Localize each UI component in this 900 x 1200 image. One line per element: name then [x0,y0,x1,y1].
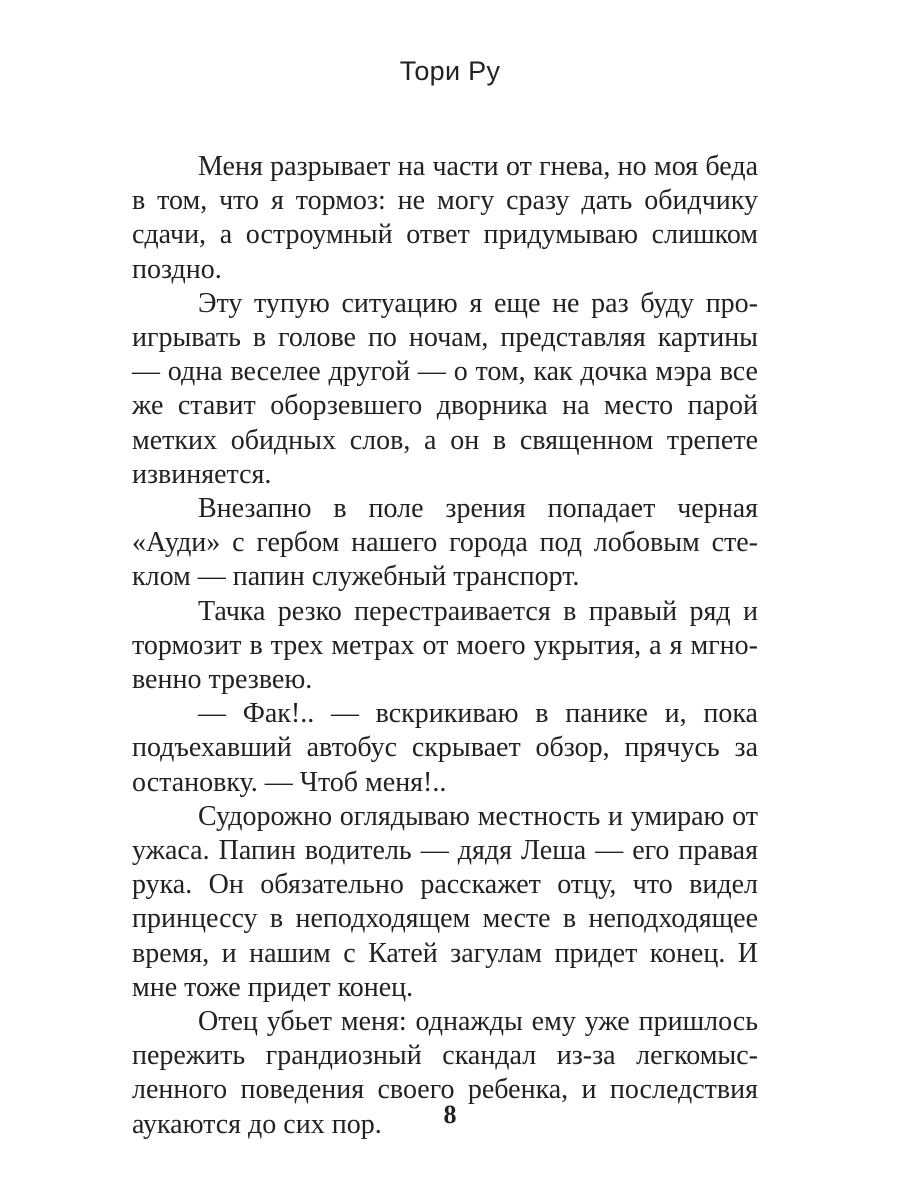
running-head-author: Тори Ру [399,56,501,86]
paragraph: Внезапно в поле зрения попадает черная «Ауди» с гербом нашего города под лобовым стеклом — папин служебный транспорт. [132,493,758,593]
body-text [132,150,758,1142]
paragraph: Эту тупую ситуацию я еще не раз буду проигрывать в голове по ночам, представляя картины — одна веселее другой — о том, как дочка мэра все же ставит оборзевшего дворника на место парой метких обидных слов, а он в священном трепете извиняется. [132,287,758,490]
paragraph: Меня разрывает на части от гнева, но моя беда в том, что я тормоз: не могу сразу дать обидчику сдачи, а остроумный ответ придумываю слишком поздно. [132,151,758,285]
page-number: 8 [443,1100,457,1129]
paragraph: Отец убьет меня: однажды ему уже пришлось пережить грандиозный скандал из-за легкомысленного поведения своего ребенка, и последствия аукаются до сих пор. [132,1006,758,1140]
paragraph: — Фак!.. — вскрикиваю в панике и, пока подъехавший автобус скрывает обзор, прячусь за остановку. — Чтоб меня!.. [132,698,758,798]
paragraph: Тачка резко перестраивается в правый ряд и тормозит в трех метрах от моего укрытия, а я мгновенно трезвею. [132,595,758,696]
paragraph: Судорожно оглядываю местность и умираю от ужаса. Папин водитель — дядя Леша — его правая рука. Он обязательно расскажет отцу, что видел принцессу в неподходящем месте в неподходящее время, и нашим с Катей загулам придет конец. И мне тоже придет конец. [132,800,758,1003]
